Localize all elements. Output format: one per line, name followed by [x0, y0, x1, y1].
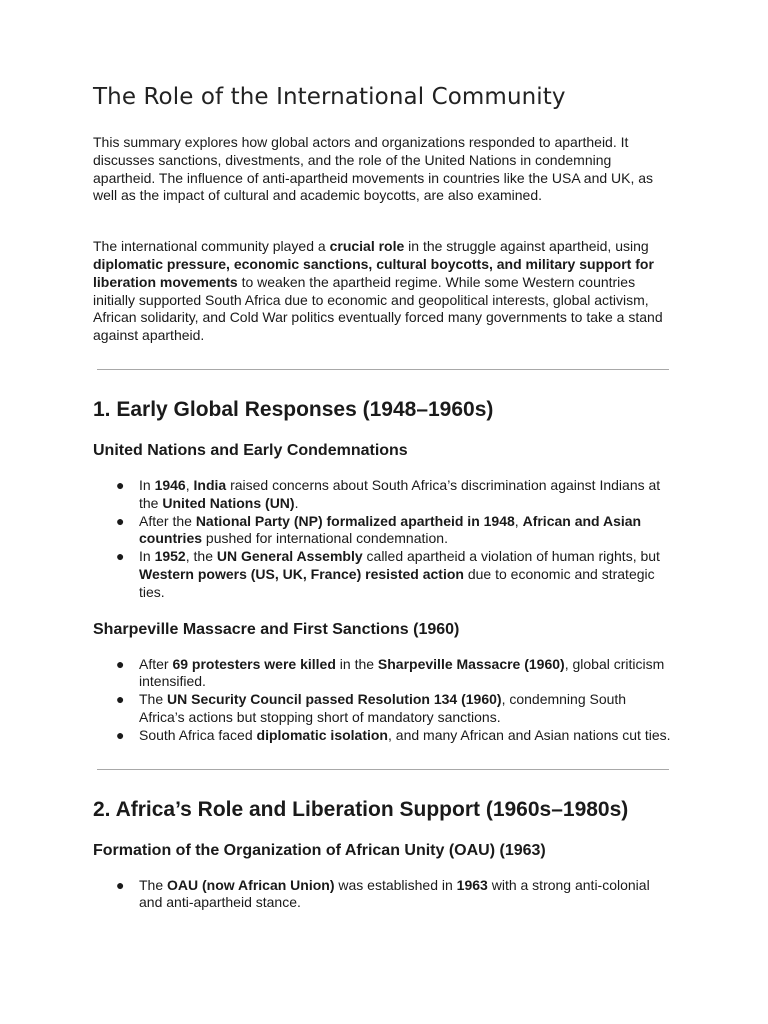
list-item-bold-text: UN Security Council passed Resolution 134 (1960)	[167, 691, 502, 708]
section-divider	[97, 769, 669, 770]
list-item-text: in the	[335, 655, 378, 672]
list-item-bold-text: United Nations (UN)	[162, 494, 295, 511]
subsection-heading: United Nations and Early Condemnations	[93, 441, 408, 459]
list-item	[93, 548, 673, 601]
list-item-text: After the	[139, 512, 196, 529]
bullet-icon: ●	[116, 655, 125, 672]
list-item-bold-text: Sharpeville Massacre (1960)	[377, 655, 565, 672]
list-item-bold-text: National Party (NP) formalized apartheid in 1948	[195, 512, 515, 529]
intro-bold-text: crucial role	[329, 238, 405, 255]
list-item-text: After	[139, 655, 173, 672]
bullet-list	[93, 656, 673, 745]
list-item-bold-text: African and Asian countries	[139, 512, 642, 547]
list-item-text: ,	[185, 476, 194, 493]
list-item-text: called apartheid a violation of human rights, but	[362, 548, 660, 565]
list-item-text: The	[139, 876, 168, 893]
sections-container	[93, 369, 673, 912]
list-item	[93, 877, 673, 913]
list-item-bold-text: diplomatic isolation	[256, 726, 388, 743]
bullet-icon: ●	[116, 548, 125, 565]
bullet-list	[93, 877, 673, 913]
list-item-text: raised concerns about South Africa’s discrimination against Indians at the	[139, 476, 661, 511]
list-item	[93, 477, 673, 513]
list-item	[93, 691, 673, 727]
bullet-icon: ●	[116, 876, 125, 893]
bullet-list	[93, 477, 673, 602]
list-item	[93, 513, 673, 549]
list-item-text: pushed for international condemnation.	[202, 530, 448, 547]
list-item-bold-text: 69 protesters were killed	[172, 655, 336, 672]
bullet-icon: ●	[116, 726, 125, 743]
section-divider	[97, 369, 669, 370]
intro-text: to weaken the apartheid regime. While some Western countries initially supported South Africa due to economic and geopolitical interests, global activism, African solidarity, and Cold War politics eventually forced many governments to take a stand against apartheid.	[93, 273, 663, 344]
list-item-text: The	[139, 691, 168, 708]
list-item	[93, 656, 673, 692]
list-item-bold-text: UN General Assembly	[216, 548, 363, 565]
list-item-text: , global criticism intensified.	[139, 655, 665, 690]
section-heading: 2. Africa’s Role and Liberation Support (1960s–1980s)	[93, 797, 629, 821]
list-item	[93, 727, 673, 745]
list-item-text: In	[139, 476, 155, 493]
subsection-heading: Sharpeville Massacre and First Sanctions (1960)	[93, 620, 460, 638]
list-item-text: South Africa faced	[139, 726, 257, 743]
list-item-text: was established in	[334, 876, 457, 893]
subsection-heading: Formation of the Organization of African Unity (OAU) (1963)	[93, 841, 546, 859]
intro-paragraph	[93, 238, 673, 345]
list-item-bold-text: India	[193, 476, 227, 493]
intro-text: The international community played a	[93, 238, 330, 255]
document-page	[93, 84, 673, 931]
list-item-text: , the	[185, 548, 217, 565]
section-heading: 1. Early Global Responses (1948–1960s)	[93, 397, 494, 421]
bullet-icon: ●	[116, 691, 125, 708]
list-item-text: ,	[514, 512, 523, 529]
list-item-bold-text: Western powers (US, UK, France) resisted action	[139, 565, 464, 582]
bullet-icon: ●	[116, 476, 125, 493]
list-item-text: In	[139, 548, 155, 565]
list-item-text: , and many African and Asian nations cut ties.	[388, 726, 671, 743]
list-item-bold-text: 1963	[456, 876, 488, 893]
list-item-bold-text: 1952	[154, 548, 186, 565]
intro-bold-text: diplomatic pressure, economic sanctions, cultural boycotts, and military support for liberation movements	[93, 255, 654, 290]
document-title: The Role of the International Community	[93, 84, 566, 110]
list-item-text: with a strong anti-colonial and anti-apartheid stance.	[139, 876, 650, 911]
intro-text: in the struggle against apartheid, using	[404, 238, 649, 255]
list-item-text: due to economic and strategic ties.	[139, 565, 655, 600]
bullet-icon: ●	[116, 512, 125, 529]
list-item-text: .	[294, 494, 299, 511]
list-item-text: , condemning South Africa’s actions but stopping short of mandatory sanctions.	[139, 691, 627, 725]
list-item-bold-text: OAU (now African Union)	[167, 876, 335, 893]
summary-paragraph: This summary explores how global actors and organizations responded to apartheid. It discusses sanctions, divestments, and the role of the United Nations in condemning apartheid. The influence of anti-apartheid movements in countries like the USA and UK, as well as the impact of cultural and academic boycotts, are also examined.	[93, 134, 654, 204]
list-item-bold-text: 1946	[154, 476, 186, 493]
